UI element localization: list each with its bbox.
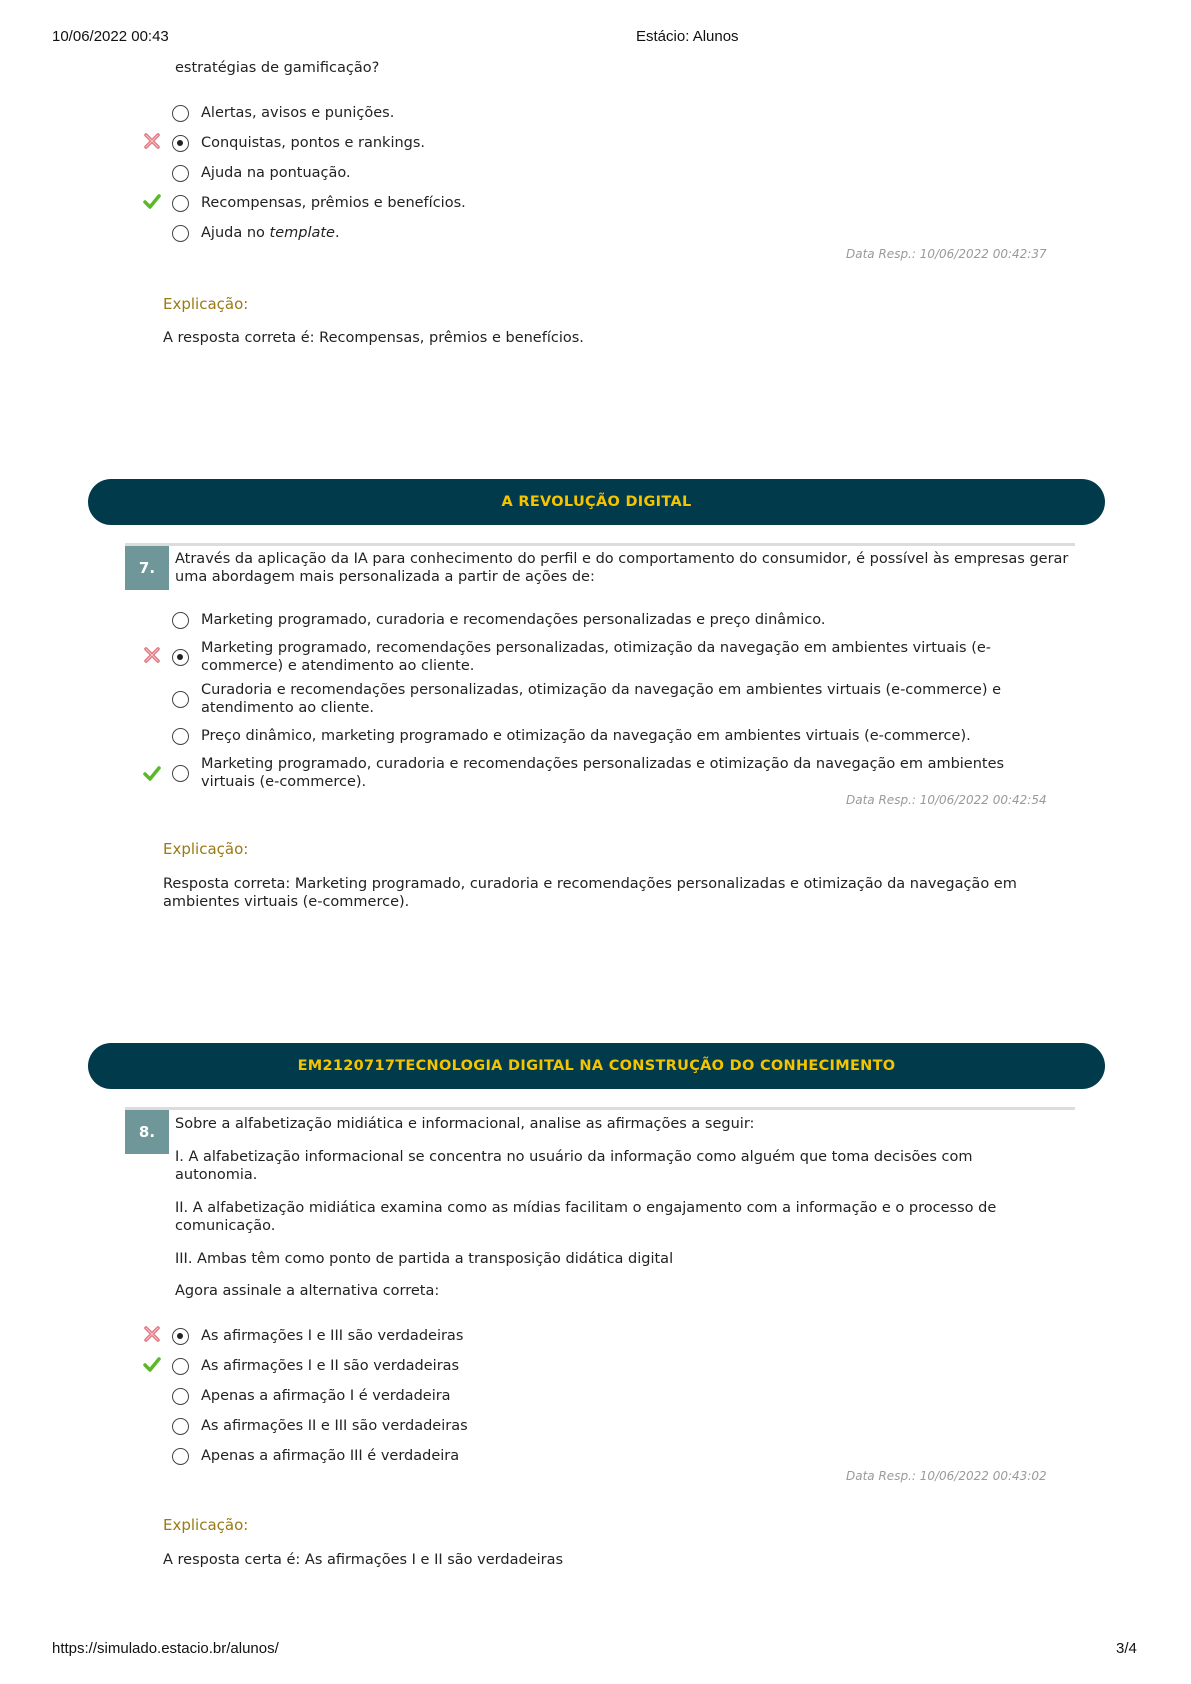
question8-explanation: A resposta certa é: As afirmações I e II são verdadeiras (163, 1552, 564, 1568)
radio-button[interactable] (172, 195, 189, 212)
option-label: Recompensas, prêmios e benefícios. (201, 195, 466, 211)
option-label-italic: template (269, 225, 335, 241)
question8-option-3[interactable] (172, 1387, 451, 1405)
question6-explanation-title: Explicação: (163, 295, 249, 313)
question6-option-1[interactable] (172, 104, 394, 122)
option-label: Conquistas, pontos e rankings. (201, 135, 426, 151)
option-label: As afirmações I e II são verdadeiras (201, 1358, 460, 1374)
radio-button[interactable] (172, 1418, 189, 1435)
question8-option-2[interactable] (172, 1357, 459, 1375)
question7-explanation-title: Explicação: (163, 840, 249, 858)
radio-button[interactable] (172, 1358, 189, 1375)
option-label: Apenas a afirmação III é verdadeira (201, 1448, 460, 1464)
question8-statement-1: I. A alfabetização informacional se concentra no usuário da informação como alguém que toma decisões com autonomia. (175, 1149, 973, 1183)
question8-divider (125, 1107, 1075, 1110)
question7-number: 7. (125, 546, 169, 590)
question8-explanation-title: Explicação: (163, 1516, 249, 1534)
radio-button[interactable] (172, 1388, 189, 1405)
radio-button[interactable] (172, 691, 189, 708)
section-header-tecnologia-digital: EM2120717TECNOLOGIA DIGITAL NA CONSTRUÇÃO DO CONHECIMENTO (88, 1043, 1105, 1089)
wrong-answer-x-icon (143, 132, 161, 150)
question7-option-5[interactable] (172, 755, 1052, 791)
radio-button[interactable] (172, 728, 189, 745)
option-label (201, 224, 340, 242)
radio-button[interactable] (172, 765, 189, 782)
correct-answer-check-icon (143, 192, 161, 210)
option-label: Ajuda na pontuação. (201, 165, 351, 181)
question7-response-date: Data Resp.: 10/06/2022 00:42:54 (846, 793, 1047, 807)
question8-option-4[interactable] (172, 1417, 468, 1435)
option-label: Marketing programado, curadoria e recomendações personalizadas e preço dinâmico. (201, 612, 826, 628)
print-page-title: Estácio: Alunos (636, 28, 739, 45)
section-header-revolucao-digital: A REVOLUÇÃO DIGITAL (88, 479, 1105, 525)
question6-explanation: A resposta correta é: Recompensas, prêmios e benefícios. (163, 330, 584, 346)
print-footer-page: 3/4 (1116, 1640, 1137, 1657)
radio-button[interactable] (172, 612, 189, 629)
option-label: Marketing programado, curadoria e recomendações personalizadas e otimização da navegação em ambientes virtuais (e-commerce). (201, 756, 1005, 790)
option-label: As afirmações II e III são verdadeiras (201, 1418, 468, 1434)
correct-answer-check-icon (143, 764, 161, 782)
question8-option-5[interactable] (172, 1447, 459, 1465)
print-datetime: 10/06/2022 00:43 (52, 28, 169, 45)
question7-prompt: Através da aplicação da IA para conhecimento do perfil e do comportamento do consumidor, é possível às empresas gerar uma abordagem mais personalizada a partir de ações de: (175, 551, 1069, 585)
radio-button-selected[interactable] (172, 649, 189, 666)
option-label: Apenas a afirmação I é verdadeira (201, 1388, 451, 1404)
option-label-end: . (334, 225, 340, 241)
question7-option-2[interactable] (172, 639, 1052, 675)
correct-answer-check-icon (143, 1355, 161, 1373)
question7-option-1[interactable] (172, 611, 1052, 629)
radio-button[interactable] (172, 165, 189, 182)
question8-statement-3: III. Ambas têm como ponto de partida a transposição didática digital (175, 1251, 674, 1267)
question8-statement-2: II. A alfabetização midiática examina como as mídias facilitam o engajamento com a informação e o processo de comunicação. (175, 1200, 997, 1234)
question6-prompt-tail: estratégias de gamificação? (175, 60, 380, 76)
question8-instruction: Agora assinale a alternativa correta: (175, 1283, 440, 1299)
question7-option-3[interactable] (172, 681, 1052, 717)
wrong-answer-x-icon (143, 646, 161, 664)
question8-option-1[interactable] (172, 1327, 463, 1345)
question8-number: 8. (125, 1110, 169, 1154)
option-label: Curadoria e recomendações personalizadas, otimização da navegação em ambientes virtuais (e-commerce) e atendimento ao cliente. (201, 682, 1002, 716)
wrong-answer-x-icon (143, 1325, 161, 1343)
option-label: Preço dinâmico, marketing programado e otimização da navegação em ambientes virtuais (e-commerce). (201, 728, 971, 744)
radio-button[interactable] (172, 105, 189, 122)
radio-button-selected[interactable] (172, 135, 189, 152)
print-footer-url: https://simulado.estacio.br/alunos/ (52, 1640, 279, 1657)
option-label: Alertas, avisos e punições. (201, 105, 395, 121)
option-label-part: Ajuda no (201, 225, 270, 241)
question7-divider (125, 543, 1075, 546)
question6-option-5[interactable] (172, 224, 340, 242)
option-label: Marketing programado, recomendações personalizadas, otimização da navegação em ambientes virtuais (e-commerce) e atendimento ao cliente. (201, 640, 992, 674)
question8-response-date: Data Resp.: 10/06/2022 00:43:02 (846, 1469, 1047, 1483)
question8-prompt: Sobre a alfabetização midiática e informacional, analise as afirmações a seguir: (175, 1116, 755, 1132)
question6-option-4[interactable] (172, 194, 466, 212)
question6-response-date: Data Resp.: 10/06/2022 00:42:37 (846, 247, 1047, 261)
radio-button[interactable] (172, 1448, 189, 1465)
radio-button[interactable] (172, 225, 189, 242)
question7-explanation: Resposta correta: Marketing programado, curadoria e recomendações personalizadas e otimização da navegação em ambientes virtuais (e-commerce). (163, 876, 1017, 910)
radio-button-selected[interactable] (172, 1328, 189, 1345)
question6-option-3[interactable] (172, 164, 351, 182)
option-label: As afirmações I e III são verdadeiras (201, 1328, 464, 1344)
question7-option-4[interactable] (172, 727, 1052, 745)
question6-option-2[interactable] (172, 134, 425, 152)
